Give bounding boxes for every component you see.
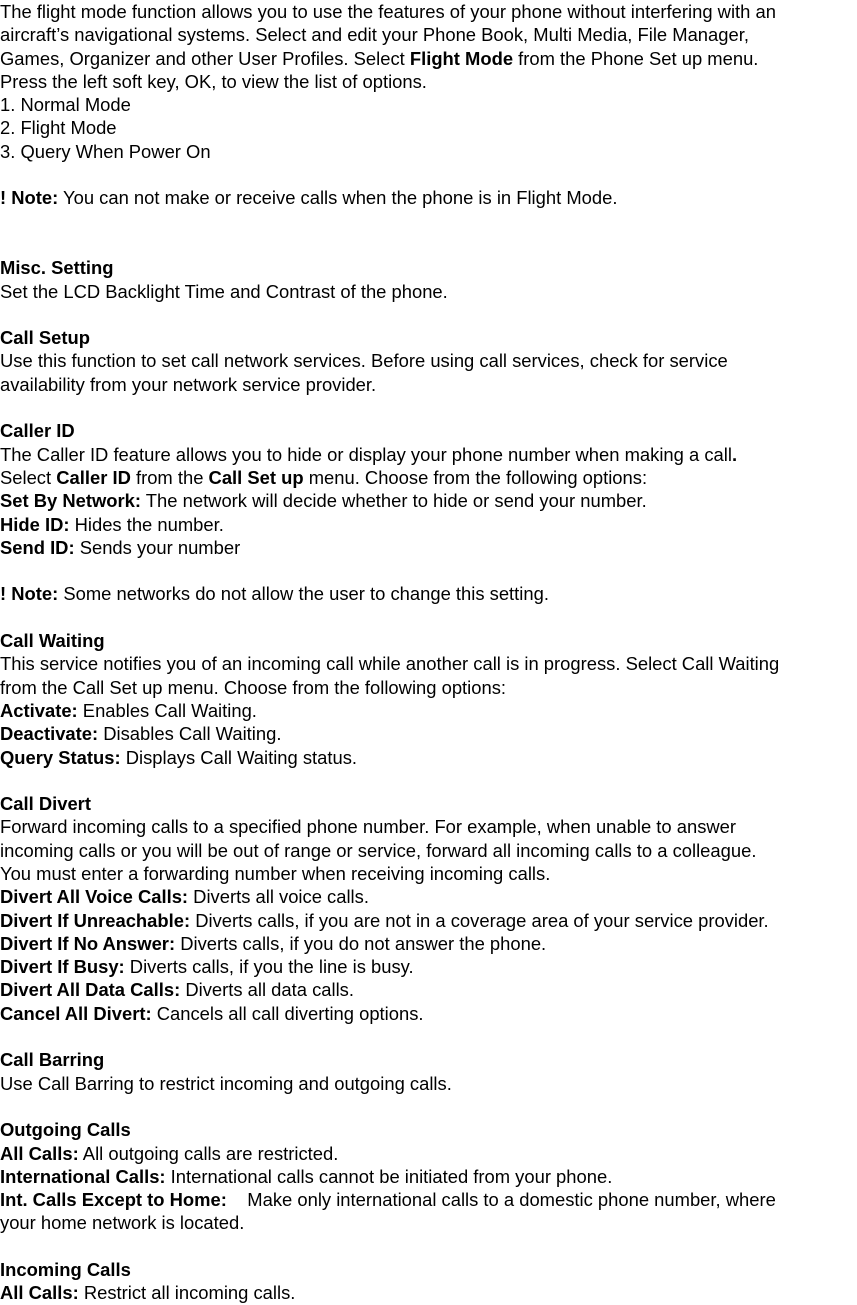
call-waiting-option: Deactivate: Disables Call Waiting. [0, 723, 282, 745]
call-setup-line: availability from your network service provider. [0, 373, 377, 395]
intro-line-3: Games, Organizer and other User Profiles. Select Flight Mode from the Phone Set up menu. [0, 47, 759, 69]
call-waiting-line: from the Call Set up menu. Choose from the following options: [0, 676, 507, 698]
call-divert-option: Divert All Data Calls: Diverts all data calls. [0, 979, 354, 1001]
call-setup-line: Use this function to set call network services. Before using call services, check for service [0, 350, 728, 372]
caller-id-note: ! Note: Some networks do not allow the user to change this setting. [0, 583, 549, 605]
call-waiting-option: Activate: Enables Call Waiting. [0, 699, 257, 721]
call-divert-option: Divert All Voice Calls: Diverts all voice calls. [0, 886, 369, 908]
intro-line-4: Press the left soft key, OK, to view the list of options. [0, 70, 427, 92]
intro-line-1: The flight mode function allows you to use the features of your phone without interfering with an [0, 1, 776, 22]
intro-line-2: aircraft’s navigational systems. Select and edit your Phone Book, Multi Media, File Manager, [0, 24, 749, 46]
caller-id-line-1: The Caller ID feature allows you to hide or display your phone number when making a call. [0, 443, 738, 465]
outgoing-tail: your home network is located. [0, 1212, 245, 1234]
outgoing-option: All Calls: All outgoing calls are restricted. [0, 1142, 339, 1164]
call-divert-line: Forward incoming calls to a specified phone number. For example, when unable to answer [0, 816, 737, 838]
call-waiting-option: Query Status: Displays Call Waiting status. [0, 746, 358, 768]
call-divert-heading: Call Divert [0, 793, 91, 815]
call-barring-heading: Call Barring [0, 1049, 105, 1071]
misc-heading: Misc. Setting [0, 257, 114, 279]
caller-id-option: Hide ID: Hides the number. [0, 513, 224, 535]
option-item: 2. Flight Mode [0, 117, 117, 139]
outgoing-option: International Calls: International calls cannot be initiated from your phone. [0, 1165, 613, 1187]
call-barring-text: Use Call Barring to restrict incoming and outgoing calls. [0, 1072, 452, 1094]
call-waiting-heading: Call Waiting [0, 630, 105, 652]
call-divert-line: incoming calls or you will be out of range or service, forward all incoming calls to a colleague. [0, 839, 757, 861]
outgoing-heading: Outgoing Calls [0, 1119, 131, 1141]
misc-text: Set the LCD Backlight Time and Contrast of the phone. [0, 280, 448, 302]
call-divert-option: Divert If Unreachable: Diverts calls, if you are not in a coverage area of your service provider. [0, 909, 769, 931]
flight-note: ! Note: You can not make or receive calls when the phone is in Flight Mode. [0, 187, 618, 209]
caller-id-heading: Caller ID [0, 420, 75, 442]
call-divert-option: Divert If Busy: Diverts calls, if you the line is busy. [0, 956, 414, 978]
outgoing-option: Int. Calls Except to Home: Make only international calls to a domestic phone number, where [0, 1189, 776, 1211]
caller-id-option: Set By Network: The network will decide whether to hide or send your number. [0, 490, 647, 512]
call-setup-heading: Call Setup [0, 327, 90, 349]
caller-id-option: Send ID: Sends your number [0, 536, 241, 558]
caller-id-line-2: Select Caller ID from the Call Set up menu. Choose from the following options: [0, 466, 648, 488]
flight-mode-bold: Flight Mode [409, 47, 514, 69]
option-item: 1. Normal Mode [0, 94, 131, 116]
call-divert-line: You must enter a forwarding number when receiving incoming calls. [0, 862, 551, 884]
call-divert-option: Divert If No Answer: Diverts calls, if you do not answer the phone. [0, 932, 547, 954]
call-divert-option: Cancel All Divert: Cancels all call diverting options. [0, 1002, 424, 1024]
option-item: 3. Query When Power On [0, 140, 211, 162]
call-waiting-line: This service notifies you of an incoming call while another call is in progress. Select Call Waiting [0, 653, 780, 675]
incoming-option: All Calls: Restrict all incoming calls. [0, 1282, 296, 1304]
incoming-heading: Incoming Calls [0, 1259, 131, 1281]
